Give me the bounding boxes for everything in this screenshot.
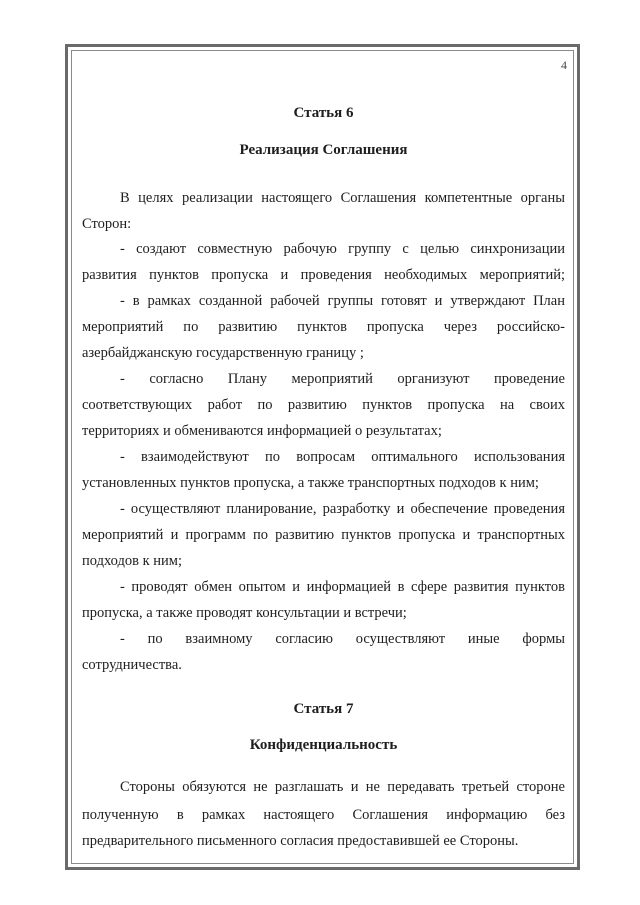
list-item-line: мероприятий и программ по развитию пунктов пропуска и транспортных	[82, 527, 565, 543]
list-item-line: азербайджанскую государственную границу ;	[82, 345, 364, 361]
list-item-line: - осуществляют планирование, разработку и обеспечение проведения	[120, 501, 565, 517]
paragraph-line: В целях реализации настоящего Соглашения компетентные органы	[120, 190, 565, 206]
list-item-line: - взаимодействуют по вопросам оптимального использования	[120, 449, 565, 465]
list-item-line: - создают совместную рабочую группу с целью синхронизации	[120, 241, 565, 257]
article-7-title: Статья 7	[293, 701, 354, 717]
list-item-line: пропуска, а также проводят консультации и встречи;	[82, 605, 407, 621]
list-item-line: - проводят обмен опытом и информацией в сфере развития пунктов	[120, 579, 565, 595]
list-item-line: - в рамках созданной рабочей группы готовят и утверждают План	[120, 293, 565, 309]
list-item-line: сотрудничества.	[82, 657, 182, 673]
list-item-line: - согласно Плану мероприятий организуют проведение	[120, 371, 565, 387]
article-7-subtitle: Конфиденциальность	[249, 737, 398, 753]
article-6-title: Статья 6	[293, 105, 354, 121]
list-item-line: территориях и обмениваются информацией о результатах;	[82, 423, 442, 439]
paragraph-line: Сторон:	[82, 216, 132, 232]
list-item-line: мероприятий по развитию пунктов пропуска через российско-	[82, 319, 565, 335]
list-item-line: - по взаимному согласию осуществляют иные формы	[120, 631, 565, 647]
paragraph-line: предварительного письменного согласия предоставившей ее Стороны.	[82, 833, 519, 849]
paragraph-line: полученную в рамках настоящего Соглашения информацию без	[82, 807, 565, 823]
article-6-subtitle: Реализация Соглашения	[239, 142, 408, 158]
page-number: 4	[561, 58, 567, 72]
paragraph-line: Стороны обязуются не разглашать и не передавать третьей стороне	[120, 779, 565, 795]
list-item-line: подходов к ним;	[82, 553, 182, 569]
list-item-line: установленных пунктов пропуска, а также транспортных подходов к ним;	[82, 475, 539, 491]
list-item-line: развития пунктов пропуска и проведения необходимых мероприятий;	[82, 267, 565, 283]
list-item-line: соответствующих работ по развитию пунктов пропуска на своих	[82, 397, 565, 413]
